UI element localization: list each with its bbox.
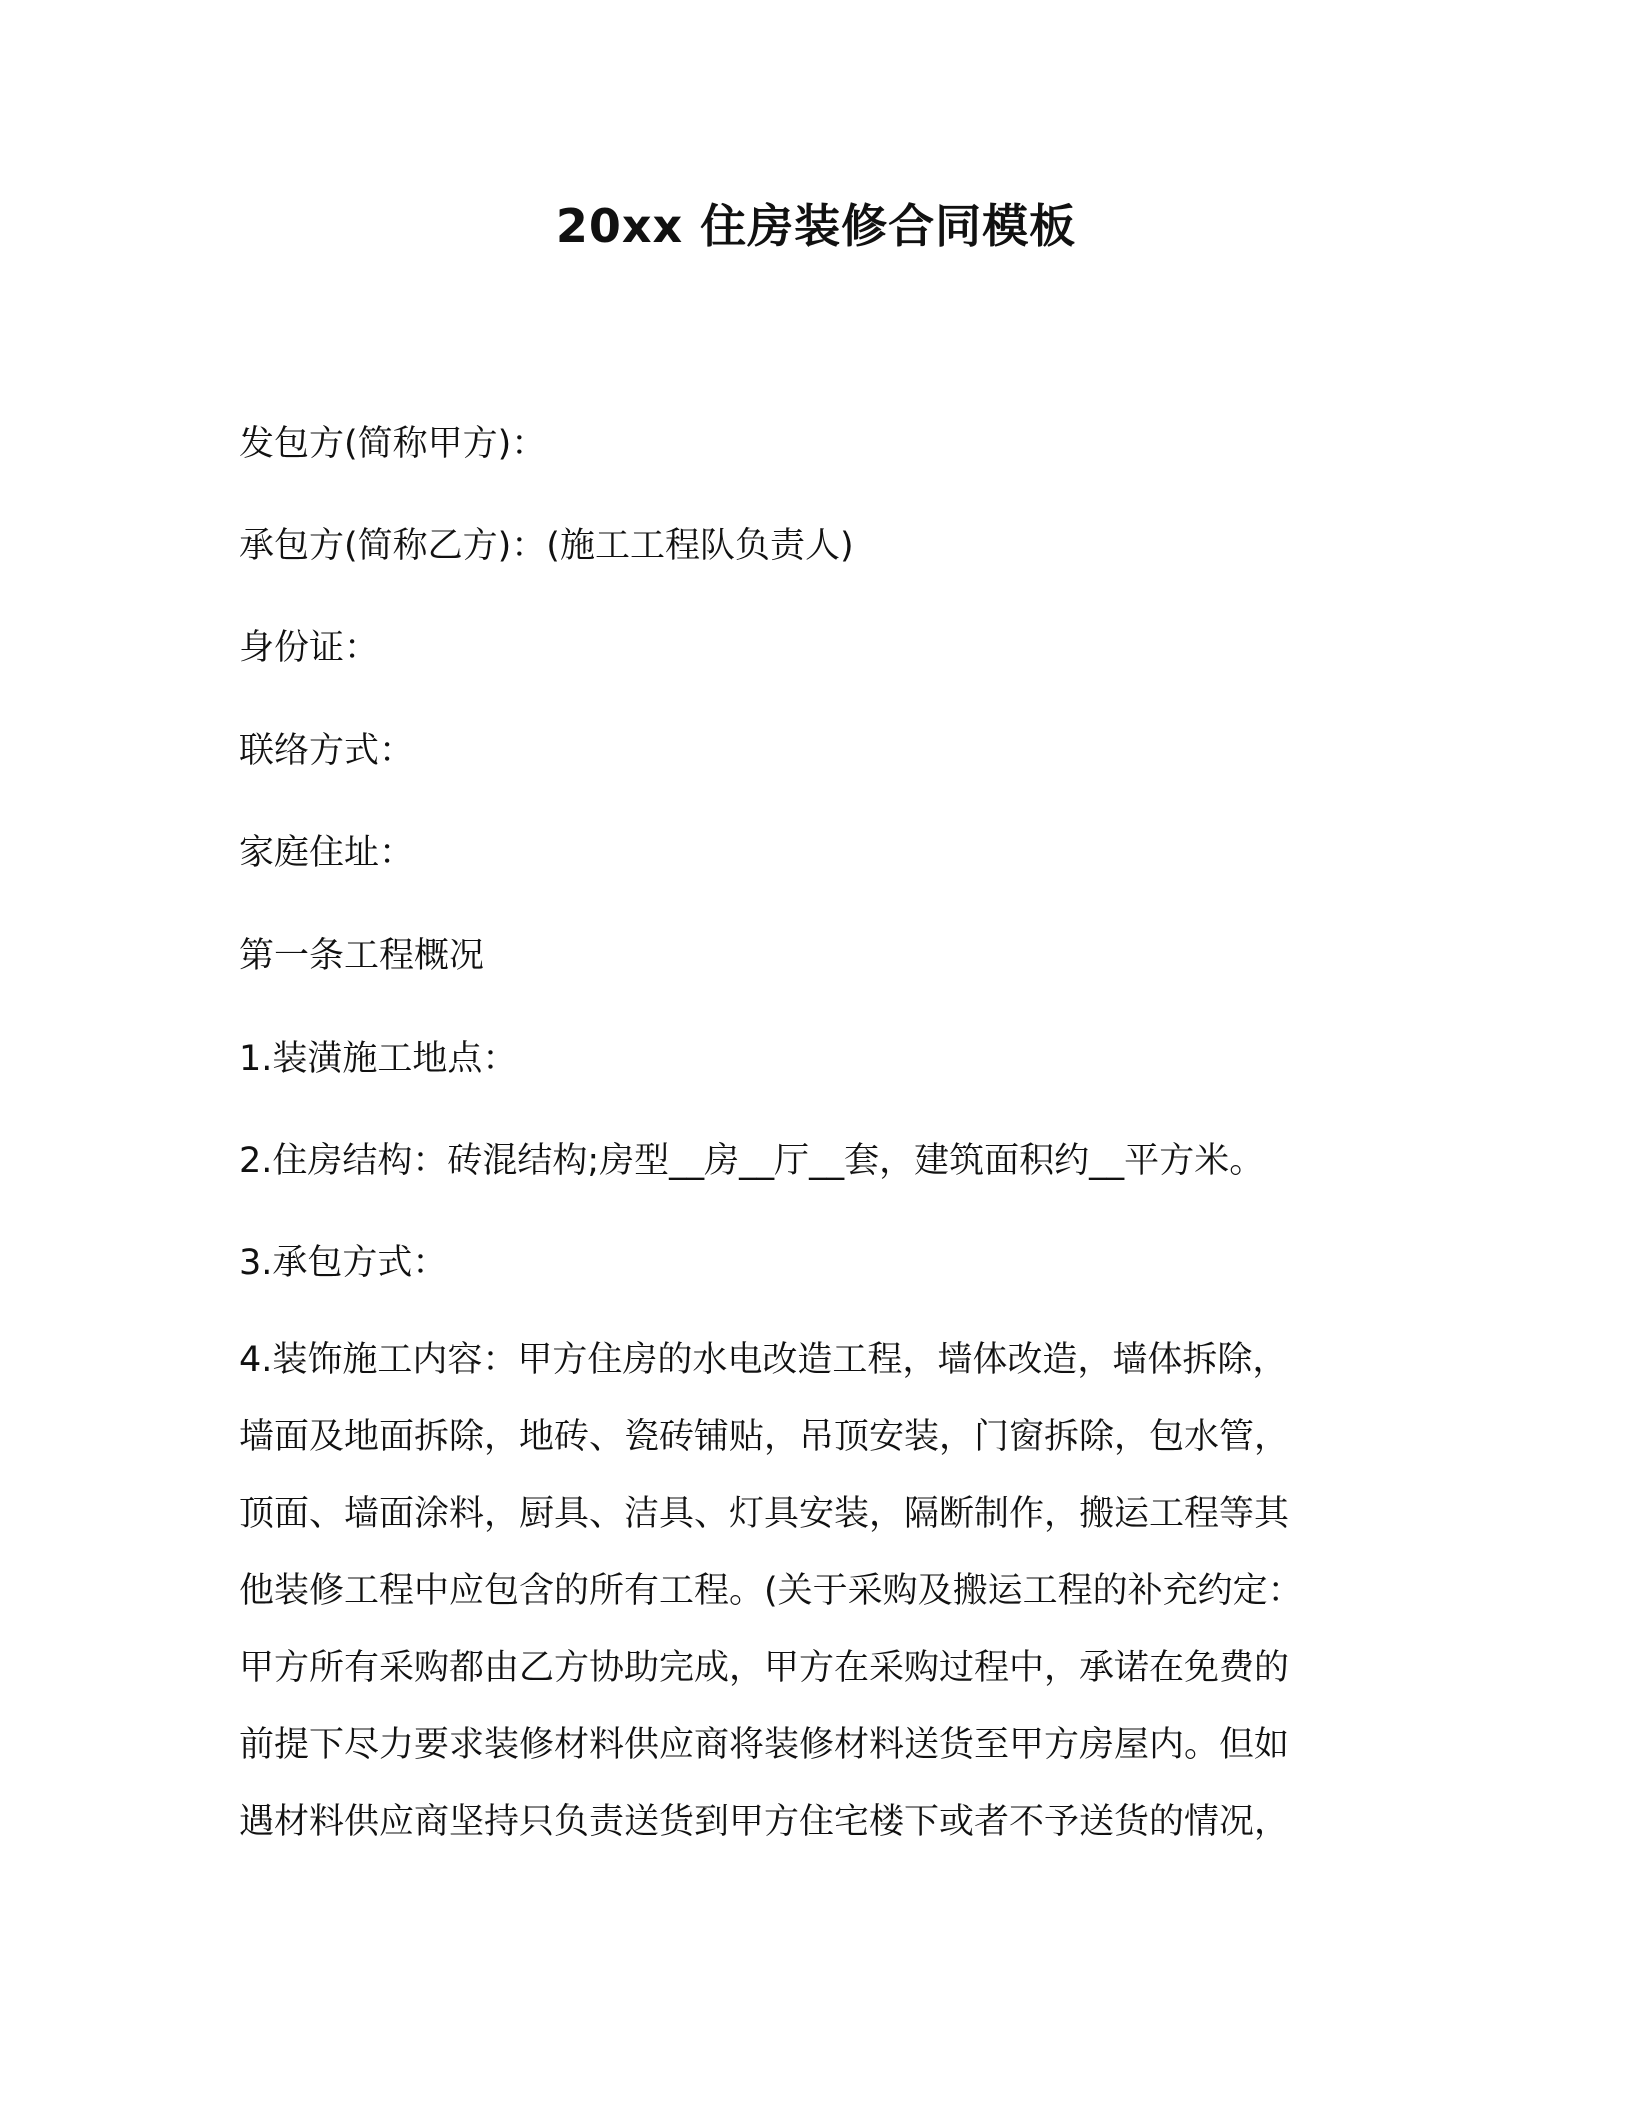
contact-field: 联络方式： [239, 731, 415, 771]
id-card-field: 身份证： [239, 628, 380, 668]
paragraph-line: 他装修工程中应包含的所有工程。(关于采购及搬运工程的补充约定： [239, 1571, 1303, 1611]
paragraph-line: 甲方所有采购都由乙方协助完成，甲方在采购过程中，承诺在免费的 [239, 1648, 1290, 1688]
paragraph-line: 前提下尽力要求装修材料供应商将装修材料送货至甲方房屋内。但如 [239, 1725, 1290, 1765]
article-item-3: 3.承包方式： [239, 1243, 448, 1283]
article-item-4-paragraph [239, 1322, 1359, 1861]
party-a-field: 发包方(简称甲方)： [239, 424, 547, 464]
article-item-1: 1.装潢施工地点： [239, 1039, 518, 1079]
paragraph-line: 墙面及地面拆除，地砖、瓷砖铺贴，吊顶安装，门窗拆除，包水管， [239, 1417, 1290, 1457]
paragraph-line: 遇材料供应商坚持只负责送货到甲方住宅楼下或者不予送货的情况， [239, 1802, 1290, 1842]
home-address-field: 家庭住址： [239, 833, 415, 873]
paragraph-line: 顶面、墙面涂料，厨具、洁具、灯具安装，隔断制作，搬运工程等其 [239, 1494, 1290, 1534]
paragraph-line: 4.装饰施工内容：甲方住房的水电改造工程，墙体改造，墙体拆除， [239, 1340, 1288, 1380]
document-title: 20xx 住房装修合同模板 [555, 199, 1077, 253]
party-b-field: 承包方(简称乙方)：(施工工程队负责人) [239, 526, 854, 566]
article-item-2: 2.住房结构：砖混结构;房型__房__厅__套，建筑面积约__平方米。 [239, 1141, 1265, 1181]
article-one-heading: 第一条工程概况 [239, 936, 485, 976]
